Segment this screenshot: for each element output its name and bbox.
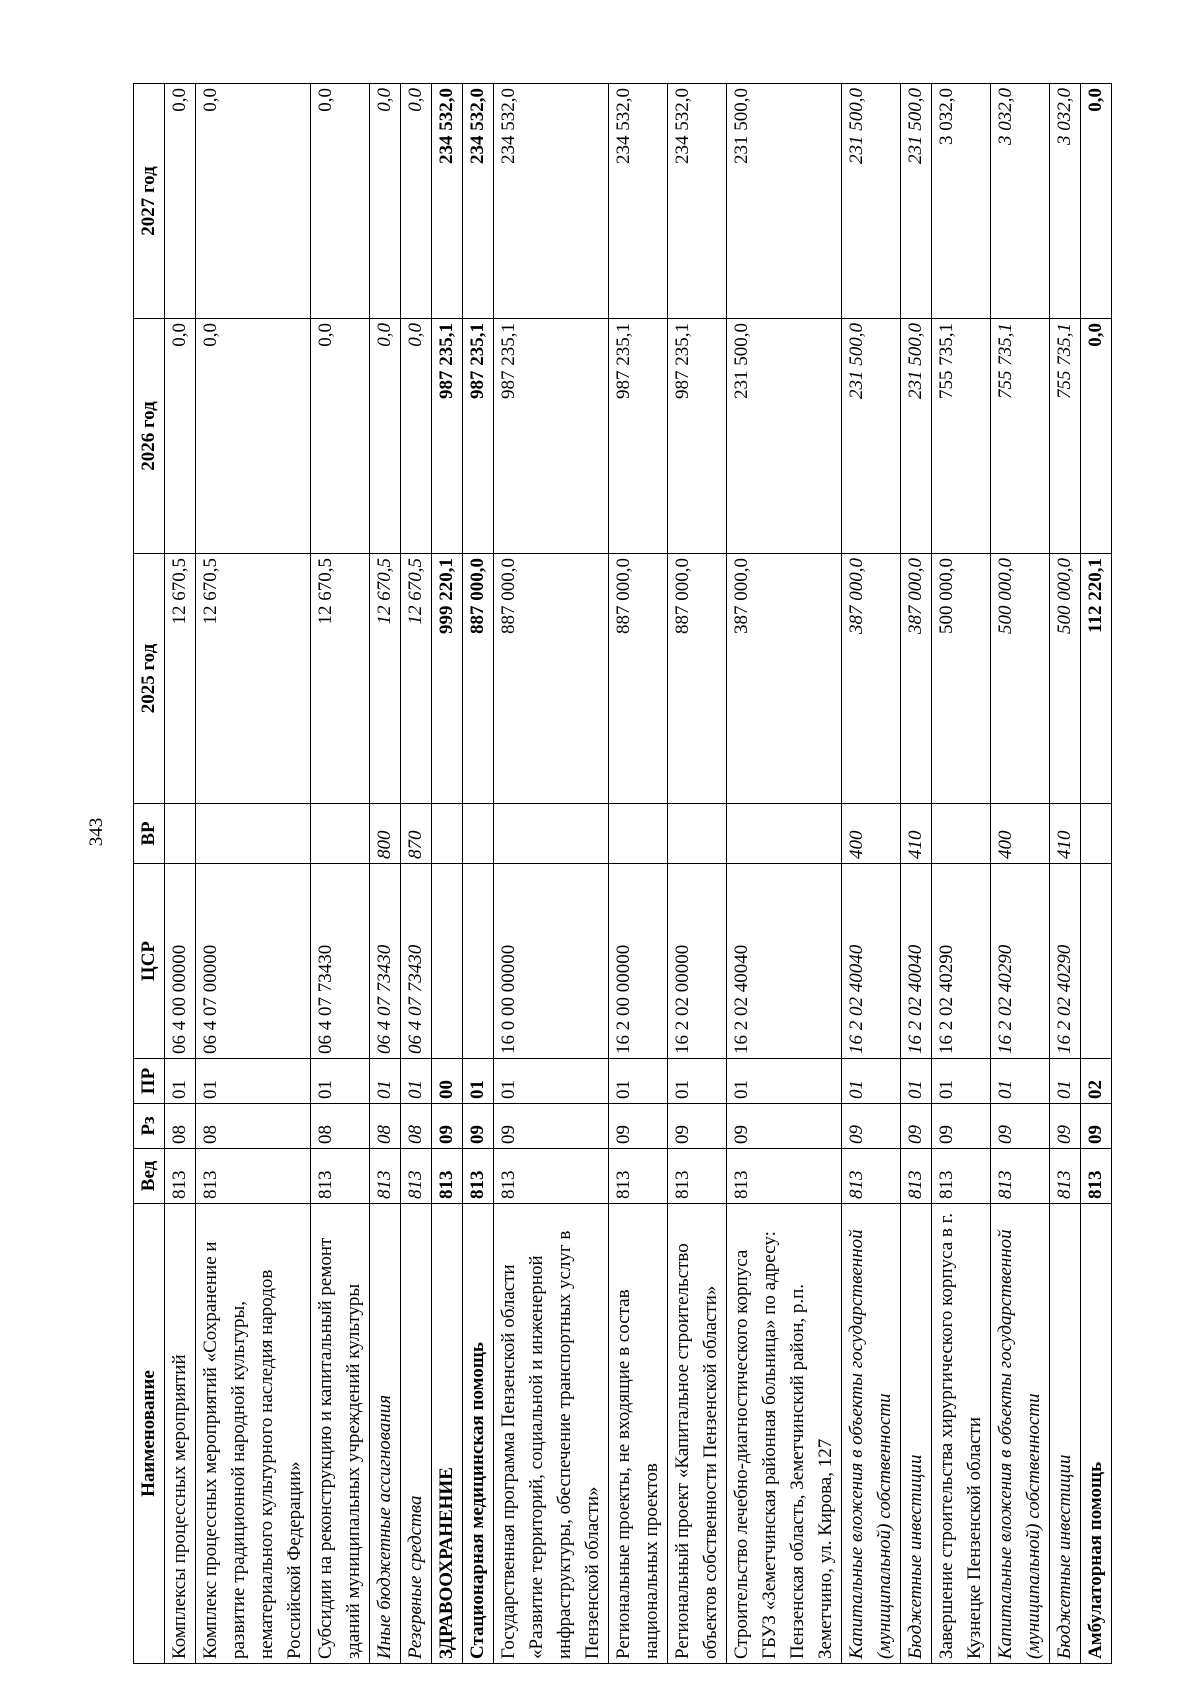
cell-2027: 231 500,0 — [727, 84, 842, 319]
cell-2026: 231 500,0 — [842, 319, 901, 554]
cell-vr: 410 — [901, 804, 932, 864]
budget-table — [133, 83, 1112, 1664]
cell-2027: 0,0 — [1081, 84, 1112, 319]
cell-pr: 01 — [727, 1059, 842, 1104]
cell-rz: 09 — [494, 1104, 609, 1149]
cell-2026: 755 735,1 — [1050, 319, 1081, 554]
cell-2025: 12 670,5 — [401, 554, 432, 804]
cell-rz: 09 — [842, 1104, 901, 1149]
cell-2025: 887 000,0 — [609, 554, 668, 804]
cell-2027: 3 032,0 — [991, 84, 1050, 319]
cell-vr: 870 — [401, 804, 432, 864]
cell-rz: 09 — [901, 1104, 932, 1149]
cell-rz: 09 — [727, 1104, 842, 1149]
cell-2027: 234 532,0 — [609, 84, 668, 319]
cell-name: Капитальные вложения в объекты государственной (муниципальной) собственности — [842, 1204, 901, 1664]
cell-csr — [1081, 864, 1112, 1059]
cell-rz: 08 — [401, 1104, 432, 1149]
rotated-page-content — [133, 84, 1178, 1664]
cell-2025: 999 220,1 — [432, 554, 463, 804]
cell-rz: 09 — [668, 1104, 727, 1149]
cell-ved: 813 — [727, 1149, 842, 1204]
header-csr: ЦСР — [134, 864, 165, 1059]
cell-vr — [432, 804, 463, 864]
cell-pr: 01 — [370, 1059, 401, 1104]
cell-ved: 813 — [311, 1149, 370, 1204]
cell-rz: 09 — [1081, 1104, 1112, 1149]
table-row — [196, 84, 311, 1664]
cell-2027: 231 500,0 — [901, 84, 932, 319]
cell-ved: 813 — [901, 1149, 932, 1204]
cell-pr: 01 — [932, 1059, 991, 1104]
cell-vr: 400 — [842, 804, 901, 864]
cell-vr — [609, 804, 668, 864]
cell-rz: 08 — [311, 1104, 370, 1149]
cell-csr: 16 2 02 40290 — [932, 864, 991, 1059]
table-body — [165, 84, 1112, 1664]
cell-vr — [311, 804, 370, 864]
cell-rz: 09 — [1050, 1104, 1081, 1149]
cell-csr: 16 2 02 40040 — [842, 864, 901, 1059]
cell-2026: 0,0 — [196, 319, 311, 554]
header-rz: Рз — [134, 1104, 165, 1149]
cell-2025: 387 000,0 — [727, 554, 842, 804]
table-row — [1081, 84, 1112, 1664]
cell-2027: 234 532,0 — [432, 84, 463, 319]
cell-vr — [1081, 804, 1112, 864]
cell-pr: 01 — [165, 1059, 196, 1104]
cell-vr: 800 — [370, 804, 401, 864]
cell-csr: 16 2 02 40290 — [991, 864, 1050, 1059]
table-row — [727, 84, 842, 1664]
cell-rz: 09 — [432, 1104, 463, 1149]
table-row — [165, 84, 196, 1664]
table-row — [311, 84, 370, 1664]
table-row — [432, 84, 463, 1664]
cell-name: Субсидии на реконструкцию и капитальный ремонт зданий муниципальных учреждений культуры — [311, 1204, 370, 1664]
cell-2025: 387 000,0 — [901, 554, 932, 804]
cell-csr: 06 4 07 73430 — [311, 864, 370, 1059]
header-name: Наименование — [134, 1204, 165, 1664]
cell-2026: 0,0 — [311, 319, 370, 554]
page-number: 343 — [86, 817, 107, 847]
cell-csr: 16 2 02 00000 — [668, 864, 727, 1059]
cell-pr: 01 — [196, 1059, 311, 1104]
cell-pr: 01 — [1050, 1059, 1081, 1104]
cell-csr: 16 0 00 00000 — [494, 864, 609, 1059]
cell-csr: 16 2 00 00000 — [609, 864, 668, 1059]
cell-csr — [463, 864, 494, 1059]
cell-csr: 16 2 02 40040 — [727, 864, 842, 1059]
cell-csr: 06 4 07 73430 — [370, 864, 401, 1059]
table-header-row — [134, 84, 165, 1664]
cell-vr — [463, 804, 494, 864]
cell-rz: 08 — [165, 1104, 196, 1149]
cell-2025: 12 670,5 — [196, 554, 311, 804]
cell-2027: 3 032,0 — [932, 84, 991, 319]
cell-pr: 01 — [609, 1059, 668, 1104]
cell-ved: 813 — [668, 1149, 727, 1204]
cell-name: Стационарная медицинская помощь — [463, 1204, 494, 1664]
cell-pr: 01 — [901, 1059, 932, 1104]
cell-2026: 987 235,1 — [432, 319, 463, 554]
cell-2026: 987 235,1 — [668, 319, 727, 554]
cell-csr — [432, 864, 463, 1059]
cell-2025: 887 000,0 — [668, 554, 727, 804]
header-ved: Вед — [134, 1149, 165, 1204]
cell-ved: 813 — [842, 1149, 901, 1204]
cell-2026: 231 500,0 — [727, 319, 842, 554]
cell-2025: 112 220,1 — [1081, 554, 1112, 804]
cell-ved: 813 — [463, 1149, 494, 1204]
table-row — [463, 84, 494, 1664]
cell-name: Амбулаторная помощь — [1081, 1204, 1112, 1664]
table-row — [842, 84, 901, 1664]
cell-name: Региональные проекты, не входящие в состав национальных проектов — [609, 1204, 668, 1664]
cell-2025: 500 000,0 — [991, 554, 1050, 804]
cell-vr — [727, 804, 842, 864]
cell-2027: 0,0 — [311, 84, 370, 319]
table-row — [609, 84, 668, 1664]
cell-2025: 12 670,5 — [165, 554, 196, 804]
header-2027: 2027 год — [134, 84, 165, 319]
cell-pr: 02 — [1081, 1059, 1112, 1104]
cell-csr: 16 2 02 40040 — [901, 864, 932, 1059]
cell-2025: 500 000,0 — [932, 554, 991, 804]
table-row — [401, 84, 432, 1664]
cell-2027: 234 532,0 — [668, 84, 727, 319]
cell-ved: 813 — [1081, 1149, 1112, 1204]
cell-ved: 813 — [432, 1149, 463, 1204]
table-row — [494, 84, 609, 1664]
table-row — [991, 84, 1050, 1664]
cell-2027: 0,0 — [370, 84, 401, 319]
cell-name: Бюджетные инвестиции — [901, 1204, 932, 1664]
cell-ved: 813 — [494, 1149, 609, 1204]
header-pr: ПР — [134, 1059, 165, 1104]
table-row — [1050, 84, 1081, 1664]
cell-2026: 755 735,1 — [932, 319, 991, 554]
header-2025: 2025 год — [134, 554, 165, 804]
cell-pr: 01 — [311, 1059, 370, 1104]
cell-pr: 01 — [463, 1059, 494, 1104]
table-row — [901, 84, 932, 1664]
cell-rz: 09 — [463, 1104, 494, 1149]
cell-2025: 887 000,0 — [494, 554, 609, 804]
cell-2026: 0,0 — [1081, 319, 1112, 554]
cell-pr: 01 — [842, 1059, 901, 1104]
cell-2025: 500 000,0 — [1050, 554, 1081, 804]
cell-csr: 06 4 00 00000 — [165, 864, 196, 1059]
table-row — [370, 84, 401, 1664]
cell-name: Бюджетные инвестиции — [1050, 1204, 1081, 1664]
cell-rz: 08 — [370, 1104, 401, 1149]
cell-vr — [668, 804, 727, 864]
cell-vr — [932, 804, 991, 864]
cell-name: Строительство лечебно-диагностического корпуса ГБУЗ «Земетчинская районная больница» по адресу: Пензенская область, Земетчинский район, р.п. Земетчино, ул. Кирова, 127 — [727, 1204, 842, 1664]
cell-name: ЗДРАВООХРАНЕНИЕ — [432, 1204, 463, 1664]
cell-vr: 400 — [991, 804, 1050, 864]
cell-2025: 12 670,5 — [311, 554, 370, 804]
cell-2026: 987 235,1 — [463, 319, 494, 554]
cell-rz: 09 — [609, 1104, 668, 1149]
cell-2027: 3 032,0 — [1050, 84, 1081, 319]
cell-2027: 234 532,0 — [463, 84, 494, 319]
cell-2027: 231 500,0 — [842, 84, 901, 319]
cell-2026: 0,0 — [401, 319, 432, 554]
cell-rz: 09 — [932, 1104, 991, 1149]
cell-2027: 234 532,0 — [494, 84, 609, 319]
cell-ved: 813 — [609, 1149, 668, 1204]
cell-2027: 0,0 — [196, 84, 311, 319]
header-2026: 2026 год — [134, 319, 165, 554]
cell-vr: 410 — [1050, 804, 1081, 864]
cell-ved: 813 — [165, 1149, 196, 1204]
cell-name: Комплексы процессных мероприятий — [165, 1204, 196, 1664]
cell-pr: 00 — [432, 1059, 463, 1104]
cell-ved: 813 — [196, 1149, 311, 1204]
cell-2025: 12 670,5 — [370, 554, 401, 804]
cell-ved: 813 — [932, 1149, 991, 1204]
cell-vr — [494, 804, 609, 864]
cell-pr: 01 — [494, 1059, 609, 1104]
cell-ved: 813 — [1050, 1149, 1081, 1204]
cell-name: Комплекс процессных мероприятий «Сохранение и развитие традиционной народной культуры, нематериального культурного наследия народов Российской Федерации» — [196, 1204, 311, 1664]
cell-vr — [196, 804, 311, 864]
header-vr: ВР — [134, 804, 165, 864]
cell-2026: 0,0 — [165, 319, 196, 554]
cell-name: Иные бюджетные ассигнования — [370, 1204, 401, 1664]
cell-rz: 08 — [196, 1104, 311, 1149]
cell-2026: 231 500,0 — [901, 319, 932, 554]
cell-name: Завершение строительства хирургического корпуса в г. Кузнецке Пензенской области — [932, 1204, 991, 1664]
cell-2025: 887 000,0 — [463, 554, 494, 804]
cell-csr: 06 4 07 00000 — [196, 864, 311, 1059]
cell-vr — [165, 804, 196, 864]
cell-2026: 755 735,1 — [991, 319, 1050, 554]
cell-name: Государственная программа Пензенской области «Развитие территорий, социальной и инженерной инфраструктуры, обеспечение транспортных услуг в Пензенской области» — [494, 1204, 609, 1664]
cell-2026: 0,0 — [370, 319, 401, 554]
cell-2025: 387 000,0 — [842, 554, 901, 804]
cell-rz: 09 — [991, 1104, 1050, 1149]
cell-2027: 0,0 — [401, 84, 432, 319]
cell-csr: 06 4 07 73430 — [401, 864, 432, 1059]
cell-csr: 16 2 02 40290 — [1050, 864, 1081, 1059]
cell-2027: 0,0 — [165, 84, 196, 319]
cell-2026: 987 235,1 — [609, 319, 668, 554]
cell-pr: 01 — [668, 1059, 727, 1104]
cell-ved: 813 — [370, 1149, 401, 1204]
cell-ved: 813 — [401, 1149, 432, 1204]
cell-name: Капитальные вложения в объекты государственной (муниципальной) собственности — [991, 1204, 1050, 1664]
cell-pr: 01 — [401, 1059, 432, 1104]
cell-2026: 987 235,1 — [494, 319, 609, 554]
table-row — [668, 84, 727, 1664]
cell-ved: 813 — [991, 1149, 1050, 1204]
table-row — [932, 84, 991, 1664]
cell-name: Резервные средства — [401, 1204, 432, 1664]
cell-name: Региональный проект «Капитальное строительство объектов собственности Пензенской области» — [668, 1204, 727, 1664]
cell-pr: 01 — [991, 1059, 1050, 1104]
